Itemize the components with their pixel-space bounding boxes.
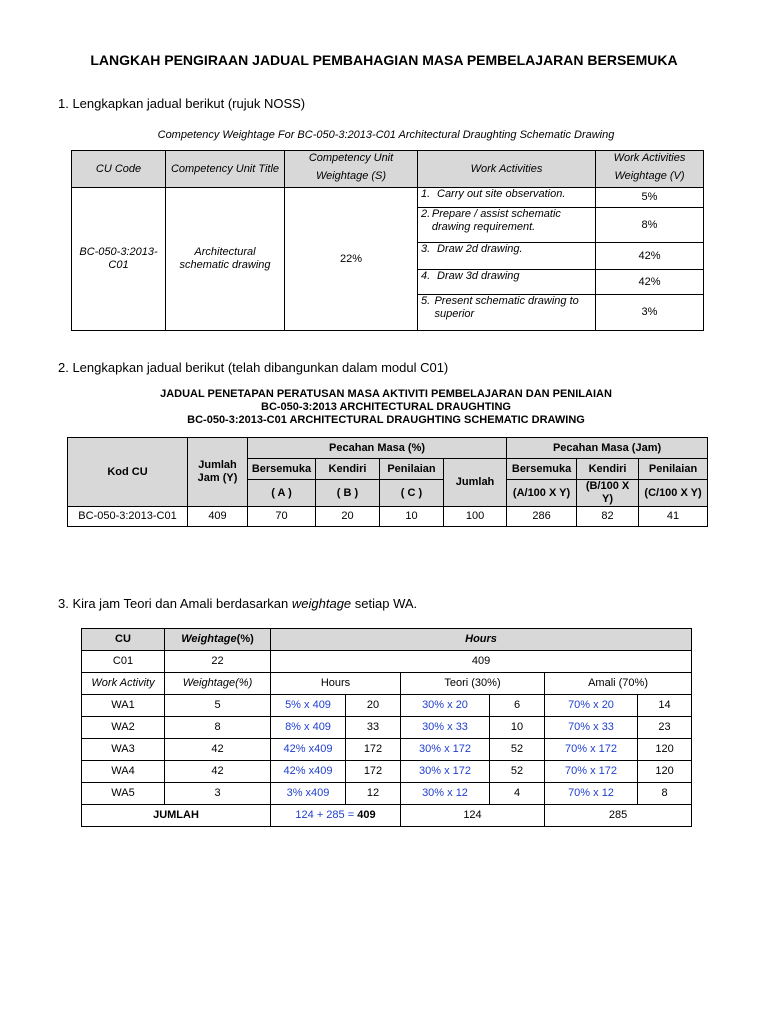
wa-teori-formula: 30% x 12 <box>401 783 490 805</box>
question-3-label-pre: 3. Kira jam Teori dan Amali berdasarkan <box>58 596 292 611</box>
wa-teori: 6 <box>490 695 545 717</box>
header-hours: Hours <box>271 629 692 651</box>
wa-amali: 14 <box>638 695 692 717</box>
work-activity-4-num: 4. <box>421 270 431 282</box>
cu-title-cell: Architectural schematic drawing <box>166 188 285 331</box>
header-wa-weightage-line2: Weightage (V) <box>614 169 685 182</box>
wa-teori: 52 <box>490 761 545 783</box>
header-cu-weightage-line1: Competency Unit <box>308 151 394 164</box>
header-cu-weightage-line2: Weightage (S) <box>315 169 387 182</box>
header-kod-cu: Kod CU <box>68 438 188 507</box>
wa-weightage: 3 <box>165 783 271 805</box>
header-jumlah: Jumlah <box>444 459 507 507</box>
competency-weightage-table <box>71 150 704 331</box>
wa-amali: 23 <box>638 717 692 739</box>
work-activity-1-weight: 5% <box>596 188 704 208</box>
wa-label: WA1 <box>82 695 165 717</box>
wa-weightage: 5 <box>165 695 271 717</box>
table-row <box>82 695 692 717</box>
page-title: LANGKAH PENGIRAAN JADUAL PEMBAHAGIAN MASA PEMBELAJARAN BERSEMUKA <box>90 52 678 68</box>
wa-teori-formula: 30% x 33 <box>401 717 490 739</box>
header-competency-unit-title: Competency Unit Title <box>166 151 285 188</box>
wa-weightage: 8 <box>165 717 271 739</box>
work-activity-1 <box>418 188 596 208</box>
row-jumlah: 100 <box>444 507 507 527</box>
theory-practical-hours-table <box>81 628 692 827</box>
cu-row-code: C01 <box>82 651 165 673</box>
wa-weightage: 42 <box>165 761 271 783</box>
header-pecahan-masa-jam: Pecahan Masa (Jam) <box>507 438 708 459</box>
table-row <box>82 783 692 805</box>
header-hours-sub: Hours <box>271 673 401 695</box>
question-2-label: 2. Lengkapkan jadual berikut (telah dibangunkan dalam modul C01) <box>58 360 449 375</box>
schedule-heading-1: JADUAL PENETAPAN PERATUSAN MASA AKTIVITI PEMBELAJARAN DAN PENILAIAN <box>160 388 612 400</box>
wa-teori: 52 <box>490 739 545 761</box>
total-teori: 124 <box>401 805 545 827</box>
wa-amali-formula: 70% x 172 <box>545 761 638 783</box>
header-bersemuka: Bersemuka <box>248 459 316 480</box>
header-weightage-word: Weightage <box>181 633 237 645</box>
total-hours <box>271 805 401 827</box>
wa-amali-formula: 70% x 172 <box>545 739 638 761</box>
wa-hours-formula: 3% x409 <box>271 783 346 805</box>
work-activity-4-text: Draw 3d drawing <box>437 270 520 282</box>
header-teori: Teori (30%) <box>401 673 545 695</box>
row-kod-cu: BC-050-3:2013-C01 <box>68 507 188 527</box>
work-activity-3-weight: 42% <box>596 243 704 270</box>
work-activity-4-weight: 42% <box>596 270 704 295</box>
work-activity-3-text: Draw 2d drawing. <box>437 243 523 255</box>
row-b-jam: 82 <box>577 507 639 527</box>
time-allocation-table <box>67 437 708 527</box>
wa-teori-formula: 30% x 20 <box>401 695 490 717</box>
wa-hours: 20 <box>346 695 401 717</box>
competency-table-caption: Competency Weightage For BC-050-3:2013-C01 Architectural Draughting Schematic Drawing <box>157 129 615 141</box>
header-weightage-full: Weightage(%) <box>165 673 271 695</box>
cu-row-hours: 409 <box>271 651 692 673</box>
table-row <box>82 717 692 739</box>
schedule-heading-3: BC-050-3:2013-C01 ARCHITECTURAL DRAUGHTING SCHEMATIC DRAWING <box>187 414 585 426</box>
header-a-formula: (A/100 X Y) <box>507 480 577 507</box>
total-amali: 285 <box>545 805 692 827</box>
work-activity-1-num: 1. <box>421 188 431 200</box>
wa-amali: 120 <box>638 761 692 783</box>
wa-weightage: 42 <box>165 739 271 761</box>
header-work-activity: Work Activity <box>82 673 165 695</box>
work-activity-3-num: 3. <box>421 243 431 255</box>
header-b: ( B ) <box>316 480 380 507</box>
header-amali: Amali (70%) <box>545 673 692 695</box>
wa-amali-formula: 70% x 20 <box>545 695 638 717</box>
wa-hours-formula: 5% x 409 <box>271 695 346 717</box>
wa-teori: 10 <box>490 717 545 739</box>
work-activity-5 <box>418 295 596 331</box>
row-c-jam: 41 <box>639 507 708 527</box>
header-work-activities: Work Activities <box>418 151 596 188</box>
total-hours-value: 409 <box>357 809 376 821</box>
header-wa-weightage <box>596 151 704 188</box>
wa-hours: 172 <box>346 739 401 761</box>
wa-hours: 33 <box>346 717 401 739</box>
work-activity-2-text: Prepare / assist schematic drawing requirement. <box>431 208 561 233</box>
work-activity-5-num: 5. <box>421 295 431 307</box>
wa-teori-formula: 30% x 172 <box>401 761 490 783</box>
header-kendiri-jam: Kendiri <box>577 459 639 480</box>
wa-hours: 12 <box>346 783 401 805</box>
question-3-label-em: weightage <box>291 596 352 611</box>
header-a: ( A ) <box>248 480 316 507</box>
work-activity-2-num: 2. <box>421 208 431 220</box>
wa-label: WA2 <box>82 717 165 739</box>
row-a: 70 <box>248 507 316 527</box>
row-jumlah-jam: 409 <box>188 507 248 527</box>
row-c: 10 <box>380 507 444 527</box>
header-penilaian-jam: Penilaian <box>639 459 708 480</box>
wa-label: WA3 <box>82 739 165 761</box>
work-activity-5-text: Present schematic drawing to superior <box>434 295 579 320</box>
work-activity-3 <box>418 243 596 270</box>
wa-amali: 8 <box>638 783 692 805</box>
work-activity-4 <box>418 270 596 295</box>
row-b: 20 <box>316 507 380 527</box>
total-hours-formula: 124 + 285 = <box>295 809 358 821</box>
table-row <box>82 761 692 783</box>
work-activity-2-weight: 8% <box>596 208 704 243</box>
header-bersemuka-jam: Bersemuka <box>507 459 577 480</box>
wa-hours-formula: 42% x409 <box>271 761 346 783</box>
total-label: JUMLAH <box>82 805 271 827</box>
header-kendiri: Kendiri <box>316 459 380 480</box>
cu-code-cell: BC-050-3:2013-C01 <box>72 188 166 331</box>
header-c: ( C ) <box>380 480 444 507</box>
work-activity-1-text: Carry out site observation. <box>437 188 566 200</box>
wa-teori-formula: 30% x 172 <box>401 739 490 761</box>
header-cu-weightage <box>285 151 418 188</box>
header-jumlah-jam: Jumlah Jam (Y) <box>188 438 248 507</box>
header-weightage <box>165 629 271 651</box>
wa-label: WA5 <box>82 783 165 805</box>
header-b-formula: (B/100 X Y) <box>577 480 639 507</box>
header-weightage-pct: (%) <box>236 633 254 645</box>
header-c-formula: (C/100 X Y) <box>639 480 708 507</box>
header-cu-code: CU Code <box>72 151 166 188</box>
header-cu: CU <box>82 629 165 651</box>
wa-hours-formula: 8% x 409 <box>271 717 346 739</box>
wa-amali-formula: 70% x 12 <box>545 783 638 805</box>
cu-weightage-cell: 22% <box>285 188 418 331</box>
wa-hours: 172 <box>346 761 401 783</box>
wa-amali-formula: 70% x 33 <box>545 717 638 739</box>
schedule-heading-2: BC-050-3:2013 ARCHITECTURAL DRAUGHTING <box>261 401 511 413</box>
work-activity-2 <box>418 208 596 243</box>
question-3-label-post: setiap WA. <box>351 596 418 611</box>
wa-teori: 4 <box>490 783 545 805</box>
table-row <box>82 739 692 761</box>
row-a-jam: 286 <box>507 507 577 527</box>
work-activity-5-weight: 3% <box>596 295 704 331</box>
cu-row-weightage: 22 <box>165 651 271 673</box>
header-wa-weightage-line1: Work Activities <box>613 151 686 164</box>
wa-label: WA4 <box>82 761 165 783</box>
wa-hours-formula: 42% x409 <box>271 739 346 761</box>
header-pecahan-masa-pct: Pecahan Masa (%) <box>248 438 507 459</box>
question-3-label <box>58 596 417 611</box>
header-penilaian: Penilaian <box>380 459 444 480</box>
question-1-label: 1. Lengkapkan jadual berikut (rujuk NOSS) <box>58 96 306 111</box>
wa-amali: 120 <box>638 739 692 761</box>
